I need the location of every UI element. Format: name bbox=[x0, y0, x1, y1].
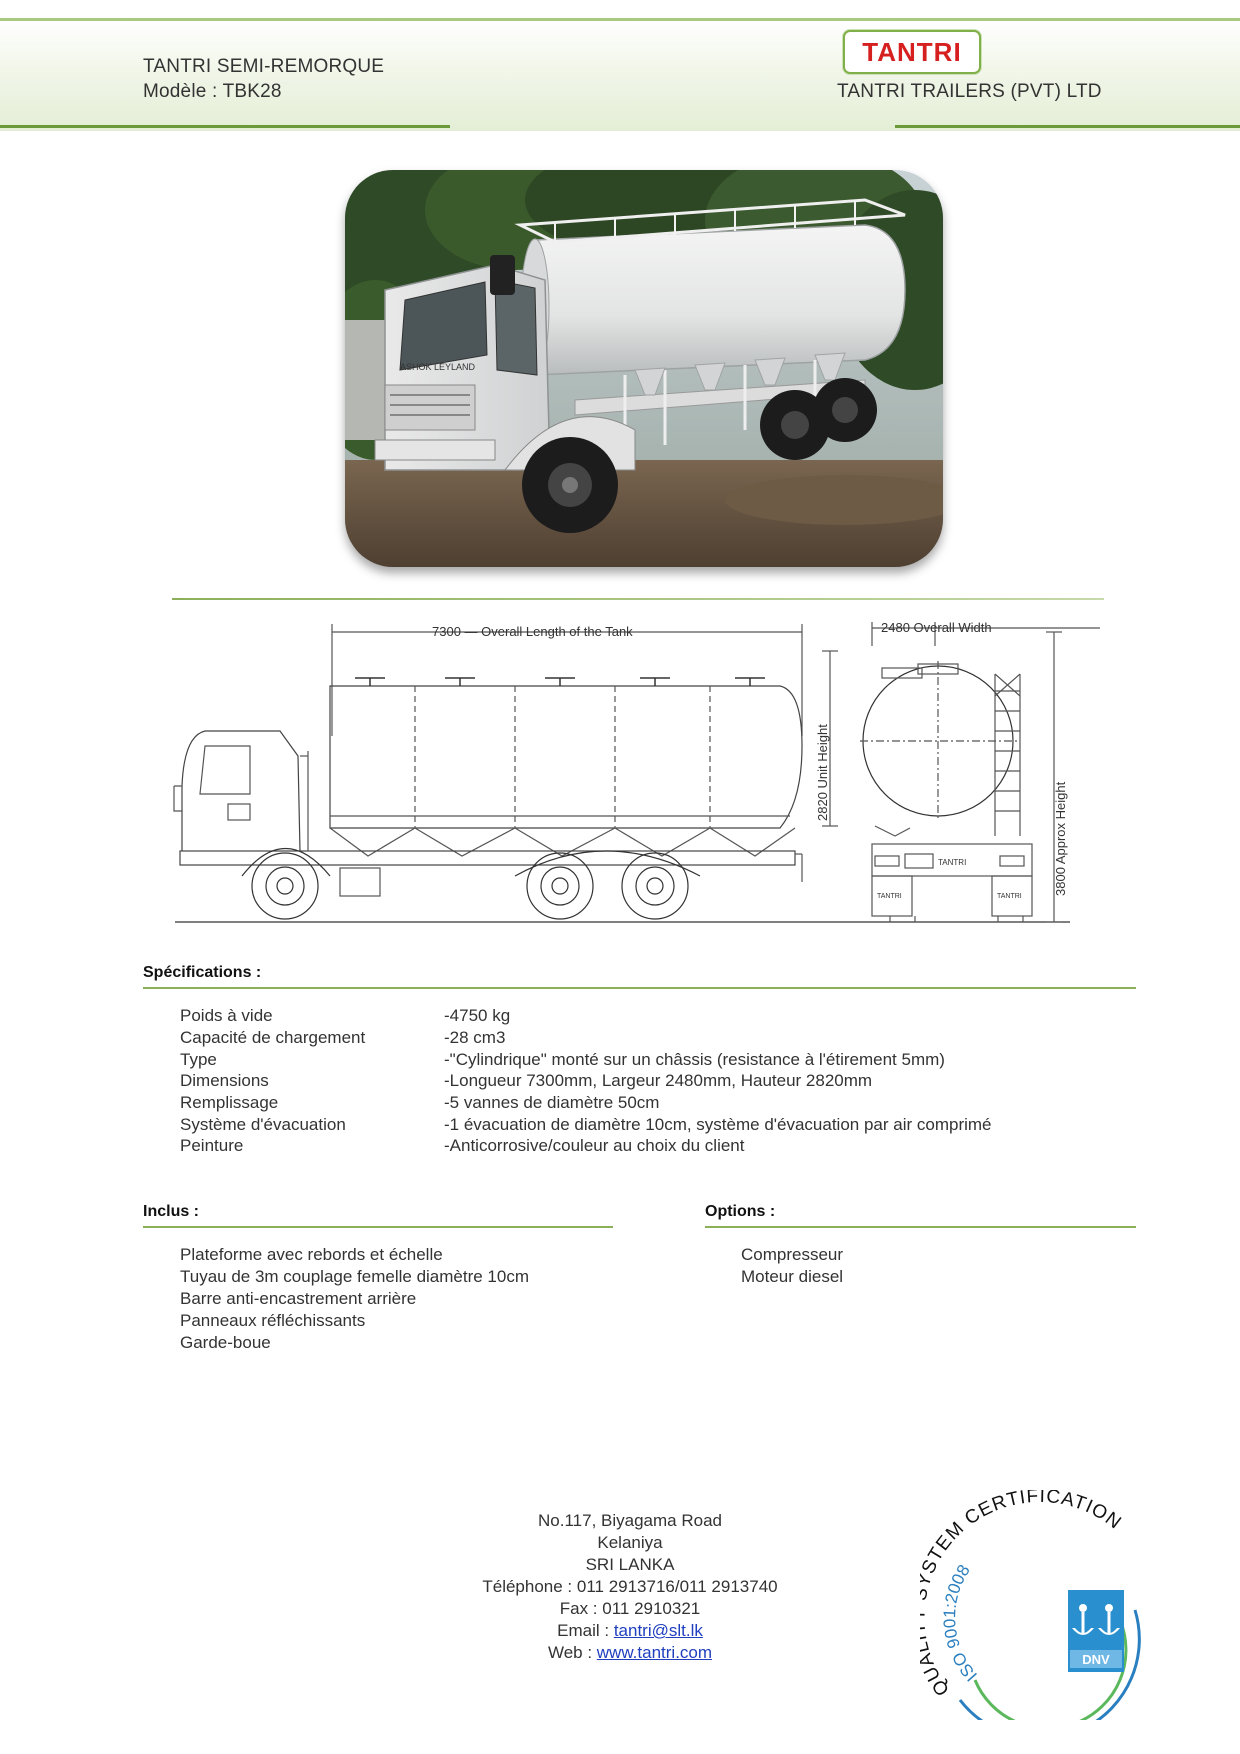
dnv-badge-text: DNV bbox=[1082, 1652, 1110, 1667]
web-label: Web : bbox=[547, 1643, 597, 1662]
technical-drawing bbox=[170, 596, 1105, 926]
contact-footer bbox=[420, 1510, 840, 1664]
truck-photo-illustration bbox=[345, 170, 943, 567]
inclus-item: Garde-boue bbox=[180, 1333, 271, 1352]
spec-label: Dimensions bbox=[180, 1071, 269, 1090]
spec-value: -"Cylindrique" monté sur un châssis (resistance à l'étirement 5mm) bbox=[444, 1050, 945, 1069]
spec-label: Poids à vide bbox=[180, 1006, 273, 1025]
inclus-item: Barre anti-encastrement arrière bbox=[180, 1289, 417, 1308]
spec-label: Remplissage bbox=[180, 1093, 279, 1112]
email-line bbox=[420, 1620, 840, 1642]
cab-badge: ASHOK LEYLAND bbox=[400, 362, 476, 372]
company-name: TANTRI TRAILERS (PVT) LTD bbox=[837, 81, 1102, 102]
options-item: Moteur diesel bbox=[741, 1267, 844, 1286]
rear-plate-text: TANTRI bbox=[938, 858, 967, 867]
mudflap-left-text: TANTRI bbox=[877, 893, 902, 900]
web-line bbox=[420, 1642, 840, 1664]
certification-arc-text: QU STEM CERTIFICATION bbox=[920, 1490, 1126, 1700]
spec-label: Système d'évacuation bbox=[180, 1115, 346, 1134]
spec-label: Type bbox=[180, 1050, 217, 1069]
width-dimension-label: 2480 Overall Width bbox=[881, 620, 992, 635]
unit-height-label: 2820 Unit Height bbox=[815, 724, 830, 821]
phone-line: Téléphone : 011 2913716/011 2913740 bbox=[482, 1577, 778, 1596]
spec-value: -4750 kg bbox=[444, 1006, 511, 1025]
mudflap-right-text: TANTRI bbox=[997, 893, 1022, 900]
tantri-logo bbox=[843, 30, 981, 74]
web-link[interactable]: www.tantri.com bbox=[596, 1643, 713, 1662]
spec-value: -Anticorrosive/couleur au choix du client bbox=[444, 1136, 745, 1155]
specifications-title: Spécifications : bbox=[143, 964, 262, 981]
iso-standard-text: ISO 9001:2008 bbox=[940, 1561, 982, 1686]
inclus-rule bbox=[143, 1226, 613, 1228]
address-line-2: Kelaniya bbox=[597, 1533, 663, 1552]
inclus-item: Panneaux réfléchissants bbox=[180, 1311, 366, 1330]
options-rule bbox=[705, 1226, 1136, 1228]
options-title: Options : bbox=[705, 1203, 776, 1220]
spec-label: Capacité de chargement bbox=[180, 1028, 366, 1047]
spec-value: -5 vannes de diamètre 50cm bbox=[444, 1093, 660, 1112]
header-divider-right bbox=[895, 125, 1240, 128]
inclus-title: Inclus : bbox=[143, 1203, 200, 1220]
options-item: Compresseur bbox=[741, 1245, 844, 1264]
iso-certification-seal bbox=[920, 1490, 1150, 1720]
truck-photo bbox=[345, 170, 943, 567]
inclus-item: Tuyau de 3m couplage femelle diamètre 10cm bbox=[180, 1267, 529, 1286]
spec-value: -28 cm3 bbox=[444, 1028, 506, 1047]
email-link[interactable]: tantri@slt.lk bbox=[613, 1621, 703, 1640]
spec-value: -Longueur 7300mm, Largeur 2480mm, Hauteur 2820mm bbox=[444, 1071, 873, 1090]
model-label: Modèle : TBK28 bbox=[143, 81, 282, 102]
specifications-rule bbox=[143, 987, 1136, 989]
approx-height-label: 3800 Approx Height bbox=[1053, 781, 1068, 896]
length-dimension-label: 7300 — Overall Length of the Tank bbox=[432, 624, 633, 639]
spec-value: -1 évacuation de diamètre 10cm, système d'évacuation par air comprimé bbox=[444, 1115, 992, 1134]
drawing-svg bbox=[170, 596, 1105, 926]
header-divider-left bbox=[0, 125, 450, 128]
logo-text: TANTRI bbox=[862, 36, 962, 67]
inclus-item: Plateforme avec rebords et échelle bbox=[180, 1245, 443, 1264]
address-line-1: No.117, Biyagama Road bbox=[538, 1511, 722, 1530]
fax-line: Fax : 011 2910321 bbox=[559, 1599, 701, 1618]
email-label: Email : bbox=[557, 1621, 614, 1640]
address-country: SRI LANKA bbox=[585, 1555, 675, 1574]
certification-svg bbox=[920, 1490, 1150, 1720]
spec-label: Peinture bbox=[180, 1136, 244, 1155]
document-title: TANTRI SEMI-REMORQUE bbox=[143, 56, 385, 77]
